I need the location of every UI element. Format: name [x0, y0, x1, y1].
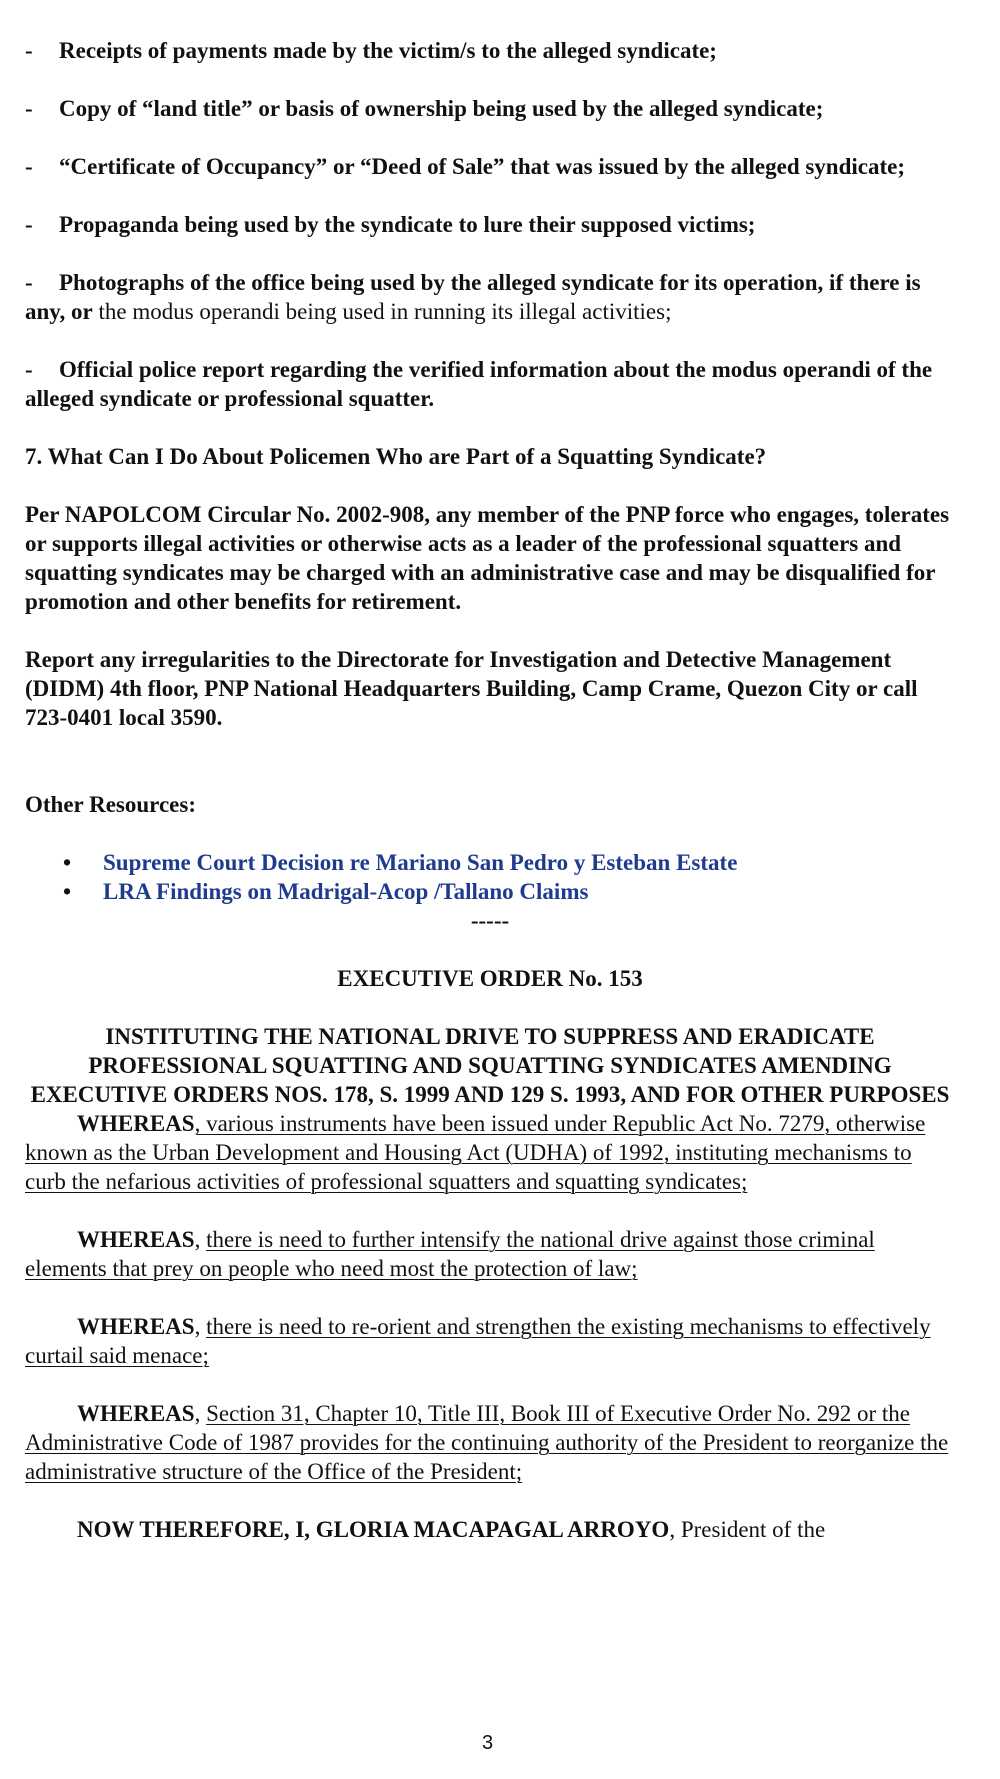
item-text: Propaganda being used by the syndicate to lure their supposed victims; — [59, 212, 756, 237]
whereas-separator: , — [194, 1227, 207, 1252]
resources-heading: Other Resources: — [25, 792, 196, 817]
list-item: - “Certificate of Occupancy” or “Deed of Sale” that was issued by the alleged syndicate; — [25, 154, 906, 179]
whereas-clause — [25, 1225, 955, 1283]
resource-link-item[interactable] — [63, 877, 955, 906]
whereas-separator: , — [194, 1314, 207, 1339]
document-body — [25, 36, 955, 1544]
now-therefore-text: , President of the — [669, 1517, 826, 1542]
page-number: 3 — [481, 1732, 494, 1754]
list-item: - Copy of “land title” or basis of ownership being used by the alleged syndicate; — [25, 96, 824, 121]
now-therefore-clause — [25, 1515, 955, 1544]
bullet-icon: • — [63, 879, 72, 904]
item-text: “Certificate of Occupancy” or “Deed of Sale” that was issued by the alleged syndicate; — [59, 154, 906, 179]
whereas-lead: WHEREAS — [77, 1227, 195, 1252]
napolcom-paragraph: Per NAPOLCOM Circular No. 2002-908, any member of the PNP force who engages, tolerates or supports illegal activities or otherwise acts as a leader of the professional squatters and squatting syndicates may be charged with an administrative case and may be disqualified for promotion and other benefits for retirement. — [25, 502, 950, 614]
whereas-lead: WHEREAS — [77, 1401, 195, 1426]
item-text-normal: the modus operandi being used in running its illegal activities; — [92, 299, 672, 324]
whereas-clause — [25, 1109, 955, 1196]
whereas-text: Section 31, Chapter 10, Title III, Book III of Executive Order No. 292 or the Administrative Code of 1987 provides for the continuing authority of the President to reorganize the administrative structure of the Office of the President; — [25, 1401, 949, 1484]
whereas-text: , various instruments have been issued under Republic Act No. 7279, otherwise known as the Urban Development and Housing Act (UDHA) of 1992, instituting mechanisms to curb the nefarious activities of professional squatters and squatting syndicates; — [25, 1111, 926, 1194]
list-item: - Photographs of the office being used by the alleged syndicate for its operation, if there is any, or the modus operandi being used in running its illegal activities; — [25, 270, 921, 324]
whereas-clause — [25, 1399, 955, 1486]
executive-order-subtitle: INSTITUTING THE NATIONAL DRIVE TO SUPPRESS AND ERADICATE PROFESSIONAL SQUATTING AND SQUATTING SYNDICATES AMENDING EXECUTIVE ORDERS NOS. 178, S. 1999 AND 129 S. 1993, AND FOR OTHER PURPOSES — [30, 1024, 950, 1107]
whereas-lead: WHEREAS — [77, 1111, 195, 1136]
whereas-text: there is need to re-orient and strengthen the existing mechanisms to effectively curtail said menace; — [25, 1314, 931, 1368]
item-text: Official police report regarding the verified information about the modus operandi of the alleged syndicate or professional squatter. — [25, 357, 933, 411]
list-item: - Receipts of payments made by the victim/s to the alleged syndicate; — [25, 38, 717, 63]
item-text: Copy of “land title” or basis of ownership being used by the alleged syndicate; — [59, 96, 824, 121]
whereas-lead: WHEREAS — [77, 1314, 195, 1339]
list-item: - Official police report regarding the verified information about the modus operandi of the alleged syndicate or professional squatter. — [25, 357, 933, 411]
resources-list — [25, 848, 955, 906]
now-therefore-lead: NOW THEREFORE, I, GLORIA MACAPAGAL ARROYO — [77, 1517, 670, 1542]
bullet-icon: • — [63, 850, 72, 875]
resource-link[interactable]: LRA Findings on Madrigal-Acop /Tallano Claims — [103, 879, 589, 904]
section-heading: 7. What Can I Do About Policemen Who are Part of a Squatting Syndicate? — [25, 444, 767, 469]
separator: ----- — [470, 908, 510, 933]
resource-link-item[interactable] — [63, 848, 955, 877]
resource-link[interactable]: Supreme Court Decision re Mariano San Pedro y Esteban Estate — [103, 850, 738, 875]
executive-order-title: EXECUTIVE ORDER No. 153 — [337, 966, 643, 991]
whereas-clause — [25, 1312, 955, 1370]
whereas-text: there is need to further intensify the national drive against those criminal elements that prey on people who need most the protection of law; — [25, 1227, 875, 1281]
whereas-separator: , — [194, 1401, 207, 1426]
report-paragraph: Report any irregularities to the Directorate for Investigation and Detective Management (DIDM) 4th floor, PNP National Headquarters Building, Camp Crame, Quezon City or call 723-0401 local 3590. — [25, 647, 918, 730]
item-text: Photographs of the office being used by the alleged syndicate for its operation, if there is any, or — [25, 270, 921, 324]
list-item: - Propaganda being used by the syndicate to lure their supposed victims; — [25, 212, 756, 237]
item-text: Receipts of payments made by the victim/s to the alleged syndicate; — [59, 38, 717, 63]
